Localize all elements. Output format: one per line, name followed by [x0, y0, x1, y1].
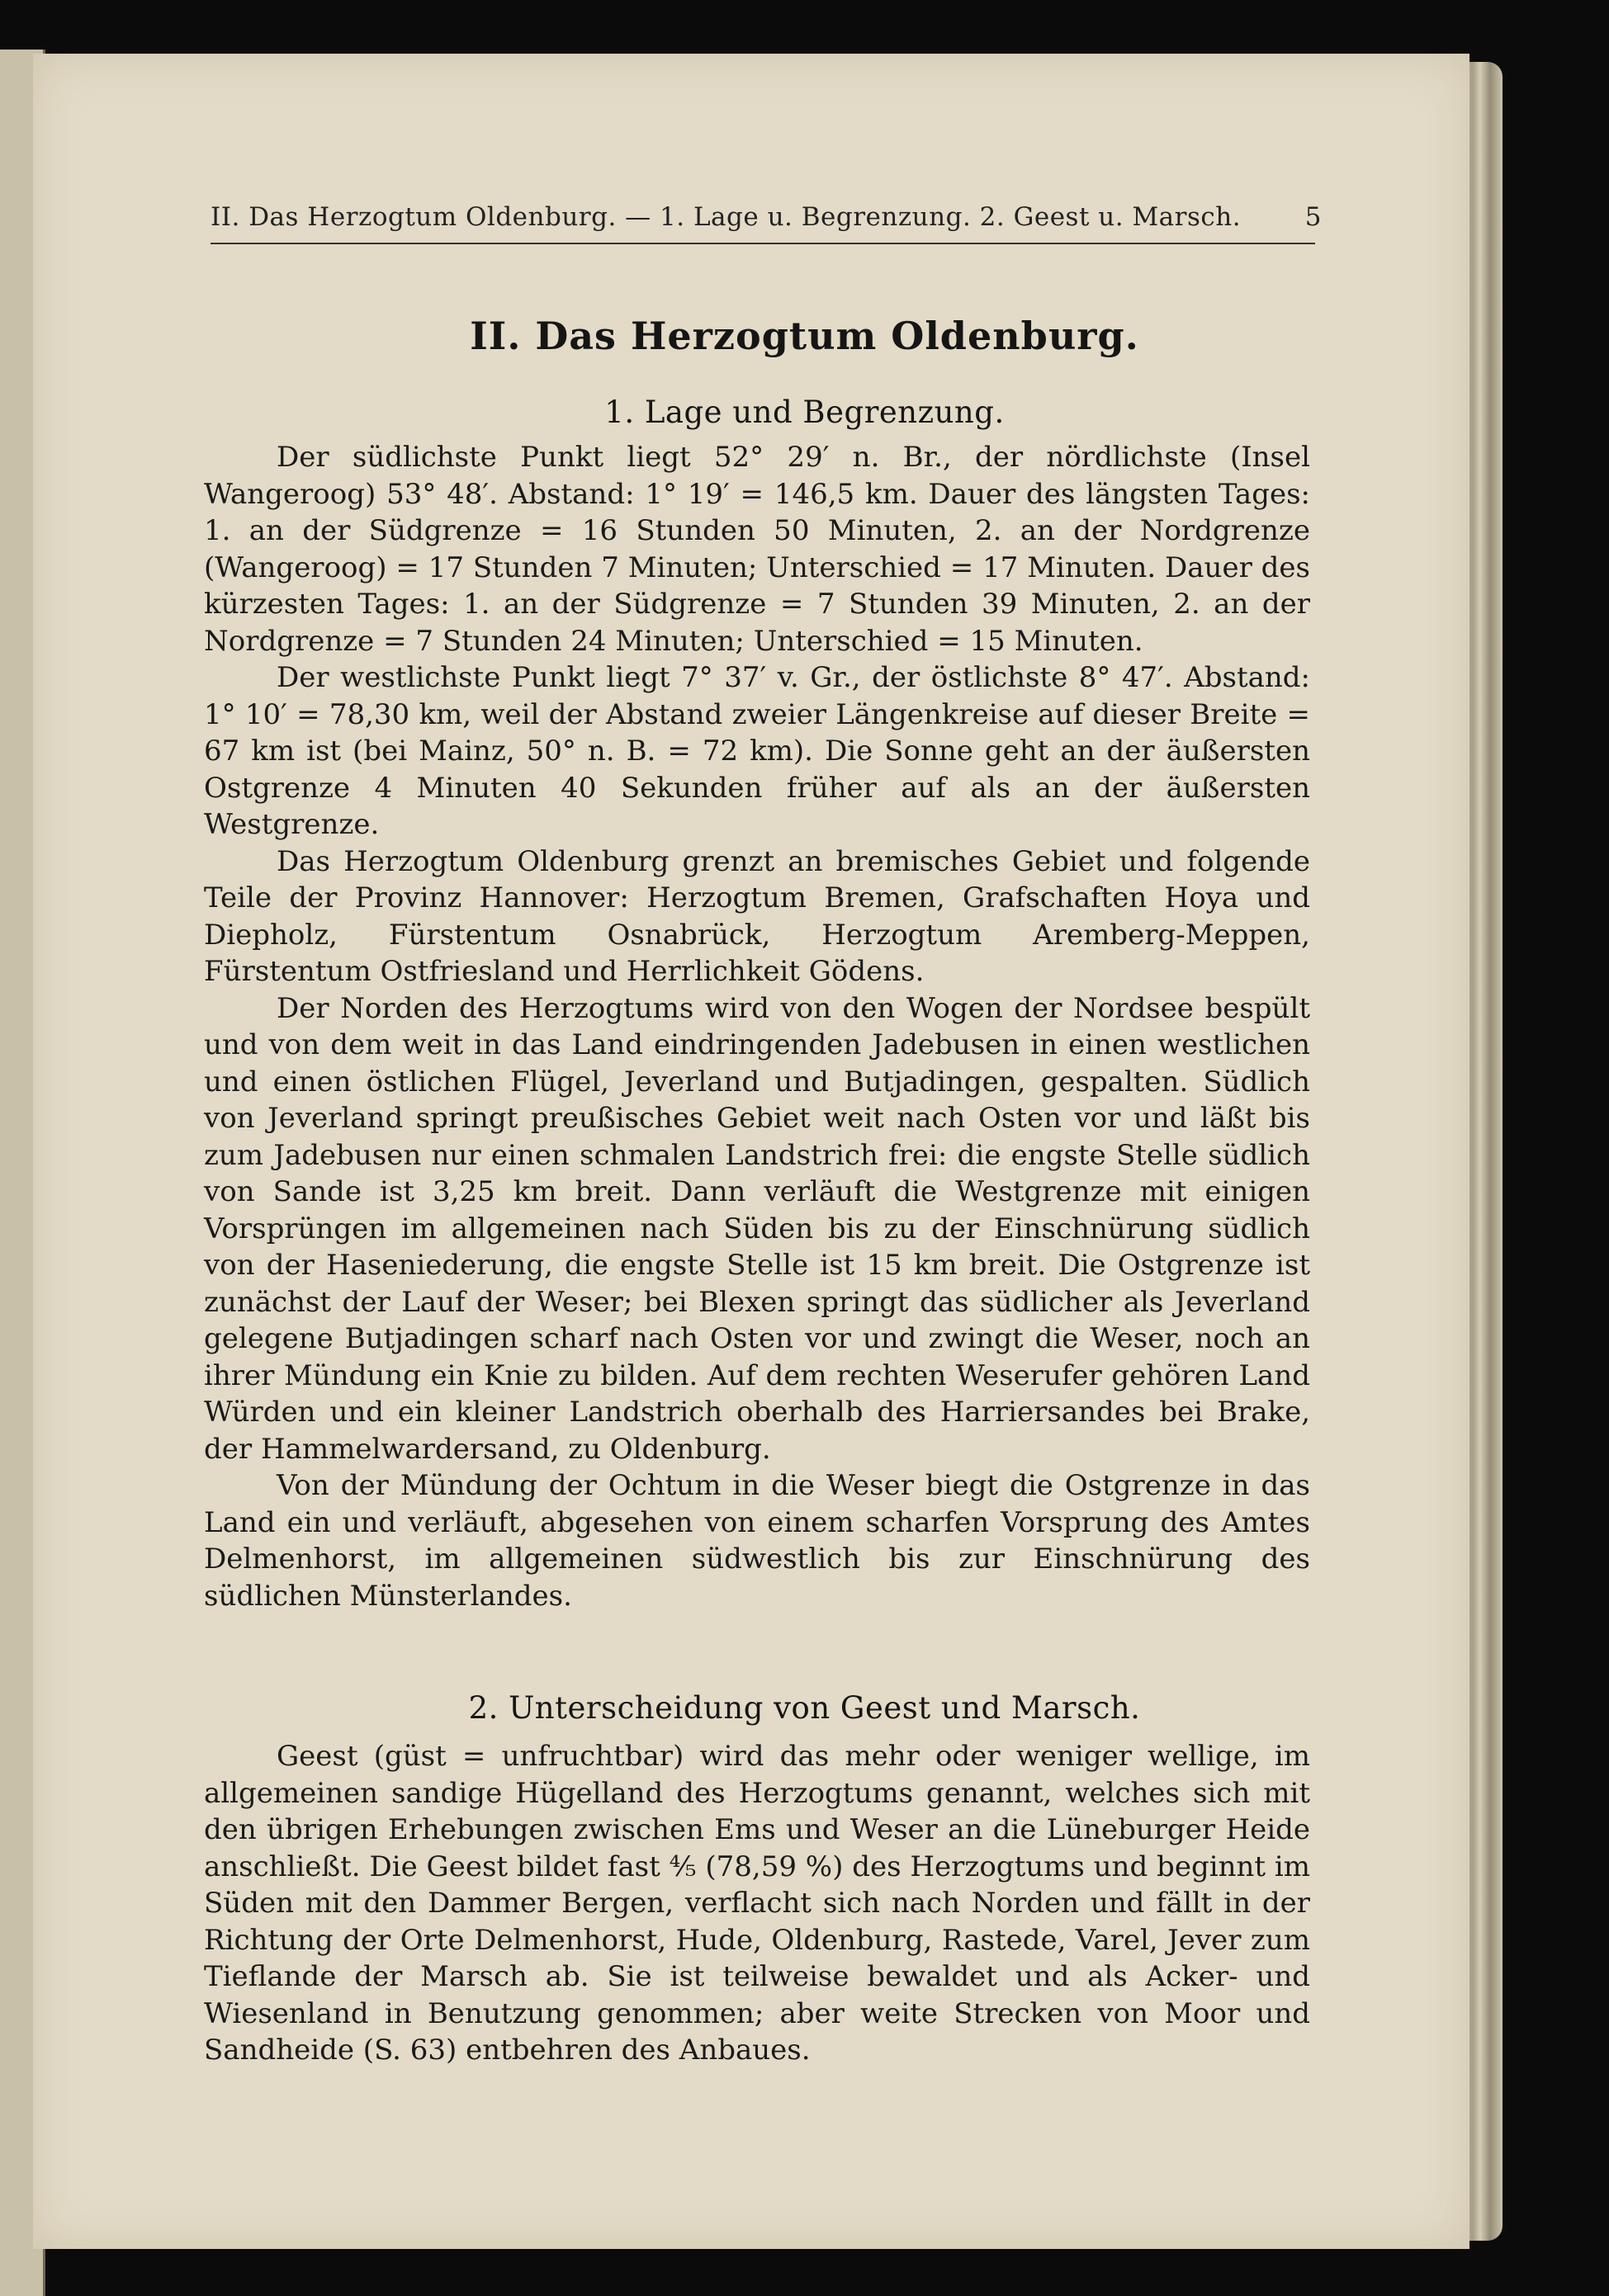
paragraph: Von der Mündung der Ochtum in die Weser biegt die Ostgrenze in das Land ein und verläuft, abgesehen von einem scharfen Vorsprung des Amtes Delmenhorst, im allgemeinen südwestlich bis zur Einschnürung des südlichen Münsterlandes. [204, 1469, 1310, 1613]
section-title-1: 1. Lage und Begrenzung. [604, 394, 1005, 430]
header-rule [211, 243, 1315, 244]
paragraph: Das Herzogtum Oldenburg grenzt an bremisches Gebiet und folgende Teile der Provinz Hannover: Herzogtum Bremen, Grafschaften Hoya und Diepholz, Fürstentum Osnabrück, Herzogtum Aremberg-Meppen, Fürstentum Ostfriesland und Herrlichkeit Gödens. [204, 844, 1310, 988]
page-number: 5 [1304, 202, 1322, 232]
section-2-body [204, 1738, 1310, 2069]
paragraph: Der westlichste Punkt liegt 7° 37′ v. Gr., der östlichste 8° 47′. Abstand: 1° 10′ = 78,30 km, weil der Abstand zweier Längenkreise auf dieser Breite = 67 km ist (bei Mainz, 50° n. B. = 72 km). Die Sonne geht an der äußersten Ostgrenze 4 Minuten 40 Sekunden früher auf als an der äußersten Westgrenze. [204, 661, 1310, 841]
section-1-body [204, 439, 1310, 1614]
chapter-title: II. Das Herzogtum Oldenburg. [470, 314, 1139, 358]
paragraph: Geest (güst = unfruchtbar) wird das mehr oder weniger wellige, im allgemeinen sandige Hügelland des Herzogtums genannt, welches sich mit den übrigen Erhebungen zwischen Ems und Weser an die Lüneburger Heide anschließt. Die Geest bildet fast ⁴⁄₅ (78,59 %) des Herzogtums und beginnt im Süden mit den Dammer Bergen, verflacht sich nach Norden und fällt in der Richtung der Orte Delmenhorst, Hude, Oldenburg, Rastede, Varel, Jever zum Tieflande der Marsch ab. Sie ist teilweise bewaldet und als Acker- und Wiesenland in Benutzung genommen; aber weite Strecken von Moor und Sandheide (S. 63) entbehren des Anbaues. [204, 1740, 1310, 2067]
paragraph: Der südlichste Punkt liegt 52° 29′ n. Br., der nördlichste (Insel Wangeroog) 53° 48′. Abstand: 1° 19′ = 146,5 km. Dauer des längsten Tages: 1. an der Südgrenze = 16 Stunden 50 Minuten, 2. an der Nordgrenze (Wangeroog) = 17 Stunden 7 Minuten; Unterschied = 17 Minuten. Dauer des kürzesten Tages: 1. an der Südgrenze = 7 Stunden 39 Minuten, 2. an der Nordgrenze = 7 Stunden 24 Minuten; Unterschied = 15 Minuten. [204, 441, 1310, 658]
running-head [211, 202, 1322, 232]
running-head-text: II. Das Herzogtum Oldenburg. — 1. Lage u. Begrenzung. 2. Geest u. Marsch. [211, 202, 1242, 232]
paragraph: Der Norden des Herzogtums wird von den Wogen der Nordsee bespült und von dem weit in das Land eindringenden Jadebusen in einen westlichen und einen östlichen Flügel, Jeverland und Butjadingen, gespalten. Südlich von Jeverland springt preußisches Gebiet weit nach Osten vor und läßt bis zum Jadebusen nur einen schmalen Landstrich frei: die engste Stelle südlich von Sande ist 3,25 km breit. Dann verläuft die Westgrenze mit einigen Vorsprüngen im allgemeinen nach Süden bis zu der Einschnürung südlich von der Haseniederung, die engste Stelle ist 15 km breit. Die Ostgrenze ist zunächst der Lauf der Weser; bei Blexen springt das südlicher als Jeverland gelegene Butjadingen scharf nach Osten vor und zwingt die Weser, noch an ihrer Mündung ein Knie zu bilden. Auf dem rechten Weserufer gehören Land Würden und ein kleiner Landstrich oberhalb des Harriersandes bei Brake, der Hammelwardersand, zu Oldenburg. [204, 991, 1310, 1466]
section-title-2: 2. Unterscheidung von Geest und Marsch. [468, 1690, 1141, 1726]
